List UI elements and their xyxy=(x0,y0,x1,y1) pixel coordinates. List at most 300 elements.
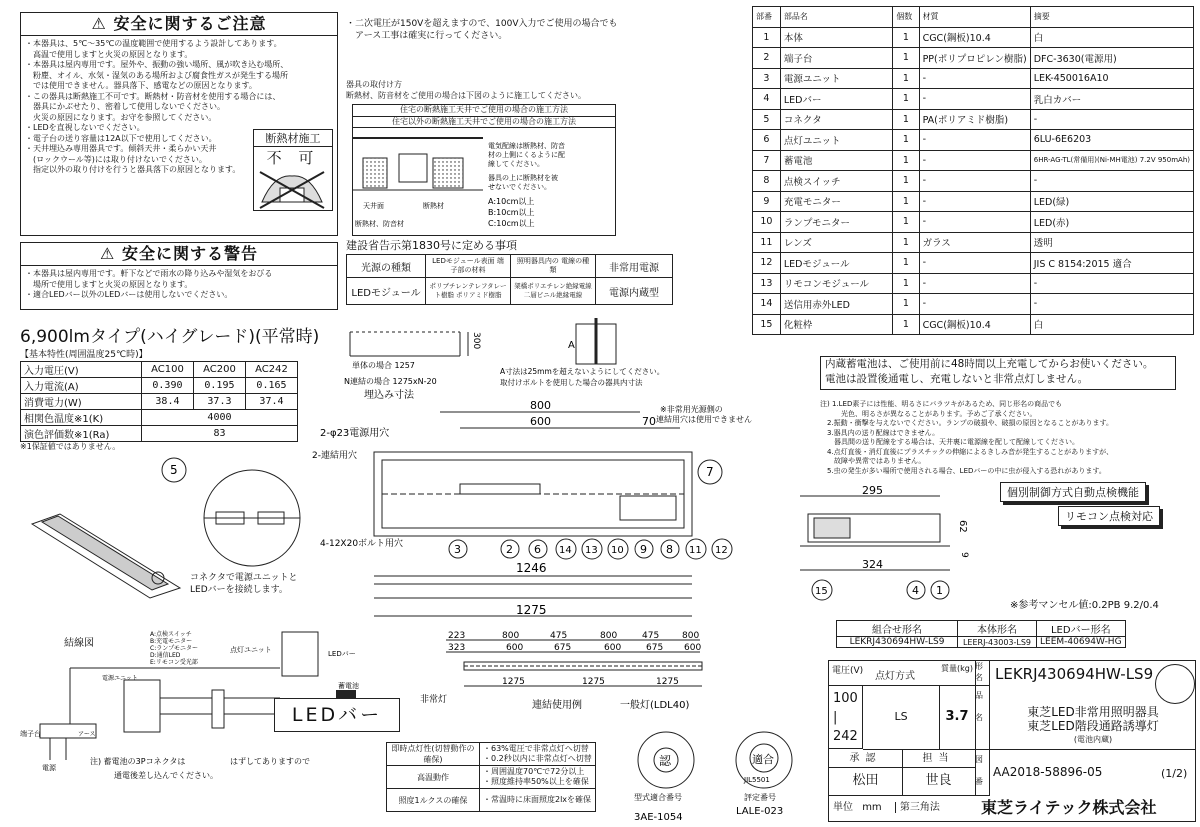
parts-cell: LED(緑) xyxy=(1030,191,1193,212)
tb-voltage-label: 電圧(V) xyxy=(832,666,864,676)
munsell-note: ※参考マンセル値:0.2PB 9.2/0.4 xyxy=(1010,600,1159,611)
caution-line: ・天井埋込み専用器具です。傾斜天井・柔らかい天井 xyxy=(25,144,217,153)
test-label: 高温動作 xyxy=(387,766,480,789)
seal-a-no: 型式適合番号 xyxy=(634,793,682,802)
combo-header: 本体形名 xyxy=(958,621,1037,637)
bolt-holes: 4-12X20ボルト用穴 xyxy=(320,539,404,549)
caution-line: 指定以外の取り付けを行うと器具落下の原因となります。 xyxy=(25,165,241,174)
dim-800: 800 xyxy=(530,399,551,412)
install-note: 器具の上に断熱材を被 xyxy=(488,174,558,182)
install-note: 線してください。 xyxy=(488,160,544,168)
warning-title: 安全に関する警告 xyxy=(121,244,258,263)
wiring-note: はずしてありますので xyxy=(230,757,310,766)
test-label: 即時点灯性(切替動作の確保) xyxy=(387,743,480,766)
caution-line: (ロックウール等)には取り付けないでください。 xyxy=(25,154,207,164)
connector-note-line: LEDバーを接続します。 xyxy=(190,585,288,595)
warning-triangle-icon: ⚠ xyxy=(100,244,116,263)
notice1830-title: 建設省告示第1830号に定める事項 xyxy=(346,239,517,252)
parts-cell: - xyxy=(919,191,1030,212)
ground-note-line: アース工事は確実に行ってください。 xyxy=(346,31,508,41)
note-line: 注) 1.LED素子には性能、明るさにバラツキがあるため、同じ形名の商品でも xyxy=(820,400,1063,408)
holes-power: 2-φ23電源用穴 xyxy=(320,428,390,439)
parts-cell: 1 xyxy=(893,232,919,253)
parts-cell: PP(ポリプロピレン樹脂) xyxy=(919,48,1030,69)
test-label: 照度1ルクスの確保 xyxy=(387,789,480,812)
battery-notice xyxy=(820,356,1176,390)
embed-section xyxy=(340,318,670,404)
tb-weight-label: 質量(kg) xyxy=(941,664,973,673)
tb-approve-label: 承認 xyxy=(829,749,903,768)
embed-a: A xyxy=(568,340,575,351)
callout-6: 6 xyxy=(534,543,541,556)
test-row xyxy=(387,766,596,789)
parts-row xyxy=(753,212,1194,233)
caution-line: 高温で使用しますと火災の原因となります。 xyxy=(25,49,193,59)
install-row2: 住宅以外の断熱施工天井でご使用の場合の施工方法 xyxy=(353,117,615,129)
notes-list xyxy=(820,400,1113,476)
parts-cell: DFC-3630(電源用) xyxy=(1030,48,1193,69)
test-detail-line: ・常温時に床面照度2lxを確保 xyxy=(483,795,592,804)
ground-note xyxy=(346,18,646,42)
install-row1: 住宅の断熱施工天井でご使用の場合の施工方法 xyxy=(353,105,615,117)
parts-cell: 点検スイッチ xyxy=(780,171,892,192)
wiring-legend: E:リモコン受光部 xyxy=(150,659,198,666)
parts-cell: 1 xyxy=(893,130,919,151)
parts-cell: 充電モニター xyxy=(780,191,892,212)
caution-line: 火災の原因になります。お守を参照してください。 xyxy=(25,112,217,122)
caution-line: ・本器具は屋内専用です。屋外や、振動の強い場所、風が吹き込む場所、 xyxy=(25,60,289,69)
parts-cell: 12 xyxy=(753,253,781,274)
embed-h: 300 xyxy=(471,332,481,350)
parts-row xyxy=(753,294,1194,315)
notice-header: 非常用電源 xyxy=(596,255,673,278)
parts-body xyxy=(753,27,1194,335)
spec-col: AC100 xyxy=(141,362,193,378)
dim-70: 70 xyxy=(642,415,656,428)
parts-header: 材質 xyxy=(919,7,1030,28)
holes-connect: 2-連結用穴 xyxy=(312,451,357,461)
test-detail xyxy=(480,743,596,766)
combo-table xyxy=(836,620,1126,648)
tb-charge-label: 担当 xyxy=(902,749,976,768)
callout-1: 1 xyxy=(936,584,943,597)
notice-header: 光源の種類 xyxy=(347,255,426,278)
tb-drawing: AA2018-58896-05 xyxy=(993,765,1103,779)
parts-cell: - xyxy=(919,294,1030,315)
parts-cell: 3 xyxy=(753,68,781,89)
embed-nconnect: N連結の場合 1275xN-20 xyxy=(344,377,437,386)
emerg-note: 連結用穴は使用できません xyxy=(656,415,752,424)
seal-a-code: 3AE-1054 xyxy=(634,812,683,823)
caution-line: 器具にかぶせたり、密着して使用しないでください。 xyxy=(25,102,225,111)
caution-line: ・この器具は断熱施工不可です。断熱材・防音材を使用する場合には、 xyxy=(25,91,281,101)
notice-value: 架橋ポリエチレン絶縁電線 二層ビニル絶縁電線 xyxy=(511,278,596,305)
parts-cell: 1 xyxy=(893,212,919,233)
parts-row xyxy=(753,109,1194,130)
parts-row xyxy=(753,314,1194,335)
tb-unit: mm xyxy=(862,802,882,813)
parts-header: 部番 xyxy=(753,7,781,28)
callout-9: 9 xyxy=(640,543,647,556)
parts-cell: 6LU-6E6203 xyxy=(1030,130,1193,151)
callout-3: 3 xyxy=(454,543,461,556)
parts-cell: 5 xyxy=(753,109,781,130)
tb-circle xyxy=(1155,664,1195,704)
note-line: 3.器具内の送り配線はできません。 xyxy=(820,428,940,437)
parts-cell: 1 xyxy=(753,27,781,48)
wiring-legend: B:充電モニター xyxy=(150,638,193,645)
parts-cell: コネクタ xyxy=(780,109,892,130)
parts-row xyxy=(753,191,1194,212)
warning-line: 場所で使用しますと火災の原因となります。 xyxy=(25,279,193,289)
spec-subheading: 【基本特性(周囲温度25℃時)】 xyxy=(20,350,148,360)
tb-weight: 3.7 xyxy=(939,685,976,750)
install-dim: C:10cm以上 xyxy=(488,219,535,228)
parts-row xyxy=(753,171,1194,192)
install-title: 器具の取付け方 xyxy=(346,80,402,89)
note-line: 器具間の送り配線をする場合は、天井裏に電源線を配して配線してください。 xyxy=(820,438,1079,446)
parts-cell: - xyxy=(919,68,1030,89)
tb-name-sub: (電池内蔵) xyxy=(1073,735,1113,744)
parts-cell: 11 xyxy=(753,232,781,253)
wiring-battery: 蓄電池 xyxy=(338,682,359,690)
parts-cell: - xyxy=(919,150,1030,171)
seals xyxy=(626,730,806,826)
feature-badge: リモコン点検対応 xyxy=(1058,506,1160,526)
parts-cell: 8 xyxy=(753,171,781,192)
connection-example xyxy=(420,628,710,740)
caution-line: ・電子台の送り容量は12A以下で使用してください。 xyxy=(25,133,217,143)
warning-list xyxy=(21,266,337,304)
parts-cell: 15 xyxy=(753,314,781,335)
parts-cell: - xyxy=(1030,171,1193,192)
seal-a-mark: 認 xyxy=(659,754,672,768)
combo-header: LEDバー形名 xyxy=(1037,621,1126,637)
dim-62: 62 xyxy=(957,520,968,533)
tb-form: LEKRJ430694HW-LS9 xyxy=(995,665,1154,683)
parts-cell: - xyxy=(919,130,1030,151)
conn-general: 一般灯(LDL40) xyxy=(620,700,690,711)
spec-cell: 0.165 xyxy=(245,378,297,394)
warning-header xyxy=(21,243,337,266)
emerg-note: ※非常用光源側の xyxy=(660,405,723,414)
parts-cell: CGC(鋼板)10.4 xyxy=(919,314,1030,335)
parts-cell: PA(ポリアミド樹脂) xyxy=(919,109,1030,130)
parts-cell: LEDモジュール xyxy=(780,253,892,274)
parts-cell: 端子台 xyxy=(780,48,892,69)
note-line: 5.虫の発生が多い場所で使用される場合、LEDバーの中に虫が侵入する恐れがあります。 xyxy=(820,466,1106,475)
battery-line: 内蔵蓄電池は、ご使用前に48時間以上充電してからお使いください。 xyxy=(825,358,1154,370)
parts-cell: LEK-450016A10 xyxy=(1030,68,1193,89)
caution-line: では使用できません。器具落下、感電などの原因となります。 xyxy=(25,81,257,90)
parts-cell: 1 xyxy=(893,253,919,274)
caution-line: 粉塵、オイル、水気・湿気のある場所および腐食性ガスが発生する場所 xyxy=(25,70,288,80)
wiring-note: 注) 蓄電池の3Pコネクタは xyxy=(90,757,186,766)
install-subtitle: 断熱材、防音材をご使用の場合は下図のように施工してください。 xyxy=(346,90,586,100)
parts-cell: CGC(鋼板)10.4 xyxy=(919,27,1030,48)
conn-dim: 323 xyxy=(448,643,466,653)
combo-value: LEKRJ430694HW-LS9 xyxy=(837,637,958,648)
spec-footnote: ※1保証値ではありません。 xyxy=(20,442,121,451)
feature-badge: 個別制御方式自動点検機能 xyxy=(1000,482,1146,502)
notice-value: ポリブチレンテレフタレート樹脂 ポリアミド樹脂 xyxy=(426,278,511,305)
wiring-psu: 電源ユニット xyxy=(102,675,138,682)
connector-note xyxy=(190,572,297,596)
conn-dim: 600 xyxy=(684,643,702,653)
notice-value: 電源内蔵型 xyxy=(596,278,673,305)
parts-row xyxy=(753,89,1194,110)
tb-form-label: 形名 xyxy=(975,661,990,686)
seal-b-code: LALE-023 xyxy=(736,806,784,817)
parts-cell: 乳白カバー xyxy=(1030,89,1193,110)
wiring-note: 通電後差し込んでください。 xyxy=(114,771,218,780)
wiring-power: 電源 xyxy=(42,764,56,772)
title-block xyxy=(828,660,1196,822)
parts-cell: 透明 xyxy=(1030,232,1193,253)
conn-dim: 675 xyxy=(646,643,664,653)
parts-cell: - xyxy=(919,89,1030,110)
parts-cell: 1 xyxy=(893,191,919,212)
tb-person: 松田 xyxy=(829,767,903,796)
parts-cell: 1 xyxy=(893,89,919,110)
conn-dim: 223 xyxy=(448,631,466,641)
tb-voltage: 100 xyxy=(833,691,858,706)
parts-cell: 1 xyxy=(893,150,919,171)
parts-row xyxy=(753,68,1194,89)
conn-caption: 連結使用例 xyxy=(532,700,582,711)
spec-cell: 37.3 xyxy=(193,394,245,410)
parts-cell: 1 xyxy=(893,273,919,294)
parts-row xyxy=(753,27,1194,48)
parts-cell: JIS C 8154:2015 適合 xyxy=(1030,253,1193,274)
wiring-legend: A:点検スイッチ xyxy=(150,631,192,638)
conn-dim: 600 xyxy=(604,643,622,653)
callout-15: 15 xyxy=(815,586,828,597)
embed-single: 単体の場合 1257 xyxy=(352,361,415,370)
parts-cell: - xyxy=(919,171,1030,192)
caution-header xyxy=(21,13,337,36)
spec-cell: 4000 xyxy=(141,410,297,426)
conn-dim: 800 xyxy=(502,631,520,641)
spec-cell: 0.195 xyxy=(193,378,245,394)
dim-324: 324 xyxy=(862,558,883,571)
warning-triangle-icon: ⚠ xyxy=(91,14,107,33)
side-view xyxy=(790,484,990,604)
parts-cell: 9 xyxy=(753,191,781,212)
parts-cell: 14 xyxy=(753,294,781,315)
spec-cell: 37.4 xyxy=(245,394,297,410)
insulation-prohibited-icon xyxy=(254,168,330,212)
plan-view xyxy=(20,398,800,620)
warning-box xyxy=(20,242,338,310)
callout-5: 5 xyxy=(170,463,178,477)
test-detail xyxy=(480,789,596,812)
wiring-legend: C:ランプモニター xyxy=(150,645,198,652)
note-line: 故障や異常ではありません。 xyxy=(820,457,926,465)
parts-cell: 6 xyxy=(753,130,781,151)
battery-line: 電池は設置後通電し、充電しないと非常点灯しません。 xyxy=(825,373,1089,385)
callout-2: 2 xyxy=(506,543,513,556)
parts-cell: 点灯ユニット xyxy=(780,130,892,151)
parts-cell: - xyxy=(1030,294,1193,315)
install-note: 電気配線は断熱材、防音 xyxy=(488,142,565,150)
callout-8: 8 xyxy=(666,543,673,556)
parts-cell: 1 xyxy=(893,171,919,192)
wiring-ground: アース xyxy=(78,731,96,738)
conn-dim: 475 xyxy=(642,631,660,641)
spec-col: 入力電圧(V) xyxy=(21,362,142,378)
spec-heading: 6,900lmタイプ(ハイグレード)(平常時) xyxy=(20,327,320,347)
connector-note-line: コネクタで電源ユニットと xyxy=(190,573,298,583)
label-soundproof: 断熱材、防音材 xyxy=(355,220,404,228)
seal-b-mid: JIL5501 xyxy=(744,776,770,784)
parts-cell: 6HR-AG-TL(常備用)(Ni-MH電池) 7.2V 950mAh) xyxy=(1030,150,1193,171)
test-table xyxy=(386,742,596,812)
parts-cell: リモコンモジュール xyxy=(780,273,892,294)
insulation-badge-title: 断熱材施工 xyxy=(254,130,332,147)
tb-lighting: LS xyxy=(863,685,940,750)
tb-page: (1/2) xyxy=(1161,767,1188,780)
spec-col: AC200 xyxy=(193,362,245,378)
parts-cell: 化粧枠 xyxy=(780,314,892,335)
conn-emergency: 非常灯 xyxy=(420,695,448,705)
combo-header: 組合せ形名 xyxy=(837,621,958,637)
notice-value: LEDモジュール xyxy=(347,278,426,305)
parts-cell: 蓄電池 xyxy=(780,150,892,171)
dim-600: 600 xyxy=(530,415,551,428)
seal-b-mark: 適合 xyxy=(752,753,774,766)
spec-row-label: 消費電力(W) xyxy=(21,394,142,410)
parts-header: 部品名 xyxy=(780,7,892,28)
parts-row xyxy=(753,232,1194,253)
notice-header: 照明器具内の 電線の種類 xyxy=(511,255,596,278)
callout-12: 12 xyxy=(715,545,728,556)
caution-box xyxy=(20,12,338,236)
notice-header: LEDモジュール表面 端子部の材料 xyxy=(426,255,511,278)
tb-unit-label: 単位 xyxy=(833,802,853,813)
ground-note-line: ・二次電圧が150Vを超えますので、100V入力でご使用の場合でも xyxy=(346,19,618,29)
parts-table xyxy=(752,6,1194,335)
spec-col: AC242 xyxy=(245,362,297,378)
tb-voltage: 242 xyxy=(833,729,858,744)
parts-cell: 10 xyxy=(753,212,781,233)
conn-dim: 1275 xyxy=(582,677,605,687)
parts-row xyxy=(753,150,1194,171)
parts-cell: 1 xyxy=(893,314,919,335)
install-dim: A:10cm以上 xyxy=(488,197,535,206)
insulation-badge-sub: 不 可 xyxy=(266,149,320,167)
install-note: 材の上側にくるように配 xyxy=(488,151,565,159)
spec-row-label: 入力電流(A) xyxy=(21,378,142,394)
parts-cell: 1 xyxy=(893,294,919,315)
parts-cell: - xyxy=(1030,273,1193,294)
parts-cell: LED(赤) xyxy=(1030,212,1193,233)
conn-dim: 800 xyxy=(600,631,618,641)
wiring-legend: D:通信LED xyxy=(150,652,181,659)
tb-voltage: | xyxy=(833,710,838,725)
note-line: 光色、明るさが異なることがあります。予めご了承ください。 xyxy=(820,409,1037,418)
parts-cell: レンズ xyxy=(780,232,892,253)
parts-cell: 13 xyxy=(753,273,781,294)
spec-cell: 0.390 xyxy=(141,378,193,394)
label-ceiling: 天井面 xyxy=(363,202,384,210)
spec-row-label: 相関色温度※1(K) xyxy=(21,410,142,426)
test-detail-line: ・0.2秒以内に非常点灯へ切替 xyxy=(483,754,592,763)
tb-company: 東芝ライテック株式会社 xyxy=(981,798,1157,817)
seal-b-no: 評定番号 xyxy=(744,793,776,802)
callout-4: 4 xyxy=(912,584,919,597)
spec-cell: 38.4 xyxy=(141,394,193,410)
callout-14: 14 xyxy=(559,545,572,556)
parts-cell: 電源ユニット xyxy=(780,68,892,89)
install-diagram xyxy=(353,128,613,234)
wiring-title: 結線図 xyxy=(64,638,94,649)
parts-cell: 7 xyxy=(753,150,781,171)
caution-line: ・LEDを直視しないでください。 xyxy=(25,123,145,132)
test-row xyxy=(387,789,596,812)
embed-diagram xyxy=(340,318,670,404)
parts-row xyxy=(753,253,1194,274)
callout-13: 13 xyxy=(585,545,598,556)
conn-dim: 475 xyxy=(550,631,568,641)
caution-line: ・本器具は、5℃～35℃の温度範囲で使用するよう設計してあります。 xyxy=(25,39,282,48)
combo-value: LEEM-40694W-HG xyxy=(1037,637,1126,648)
notice1830-table xyxy=(346,254,673,305)
embed-a-note: 取付けボルトを使用した場合の器具内寸法 xyxy=(500,378,643,387)
note-line: 4.点灯直後・消灯直後にプラスチックの伸縮によるきしみ音が発生することがありますが、 xyxy=(820,447,1114,456)
warning-line: ・本器具は屋内専用です。軒下などで雨水の降り込みや湿気をおびる xyxy=(25,269,273,278)
conn-dim: 600 xyxy=(506,643,524,653)
callout-7: 7 xyxy=(706,465,714,479)
parts-header: 摘要 xyxy=(1030,7,1193,28)
test-detail-line: ・周囲温度70℃で72分以上 xyxy=(483,767,585,776)
led-bar-box: LEDバー xyxy=(274,698,400,732)
install-section xyxy=(346,80,646,235)
wiring-section xyxy=(20,628,400,800)
parts-cell: - xyxy=(919,253,1030,274)
dim-9: 9 xyxy=(959,552,969,558)
conn-dim: 1275 xyxy=(656,677,679,687)
notice1830 xyxy=(346,240,673,305)
wiring-led: LEDバー xyxy=(328,650,356,658)
parts-cell: 1 xyxy=(893,109,919,130)
wiring-unit: 点灯ユニット xyxy=(230,646,272,654)
combo-value: LEERJ-43003-LS9 xyxy=(958,637,1037,648)
parts-row xyxy=(753,48,1194,69)
callout-10: 10 xyxy=(611,545,624,556)
dim-295: 295 xyxy=(862,484,883,497)
install-note: せないでください。 xyxy=(488,183,551,191)
label-insulation: 断熱材 xyxy=(423,202,444,210)
test-detail-line: ・63%電圧で非常点灯へ切替 xyxy=(483,744,589,753)
tb-name-label: 品名 xyxy=(975,685,990,750)
parts-cell: - xyxy=(1030,109,1193,130)
parts-cell: 本体 xyxy=(780,27,892,48)
parts-header: 個数 xyxy=(893,7,919,28)
tb-name: 東芝LED階段通路誘導灯 xyxy=(1027,719,1159,733)
parts-cell: 白 xyxy=(1030,27,1193,48)
spec-cell: 83 xyxy=(141,426,297,442)
parts-cell: - xyxy=(919,273,1030,294)
parts-cell: 送信用赤外LED xyxy=(780,294,892,315)
tb-name: 東芝LED非常用照明器具 xyxy=(1027,705,1159,719)
parts-cell: 白 xyxy=(1030,314,1193,335)
note-line: 2.振動・衝撃を与えないでください。ランプの破損や、破損の原因となることがあります。 xyxy=(820,419,1113,427)
tb-angle: 第三角法 xyxy=(895,802,940,813)
insulation-badge xyxy=(253,129,333,211)
plan-callouts xyxy=(162,458,732,559)
parts-cell: 2 xyxy=(753,48,781,69)
